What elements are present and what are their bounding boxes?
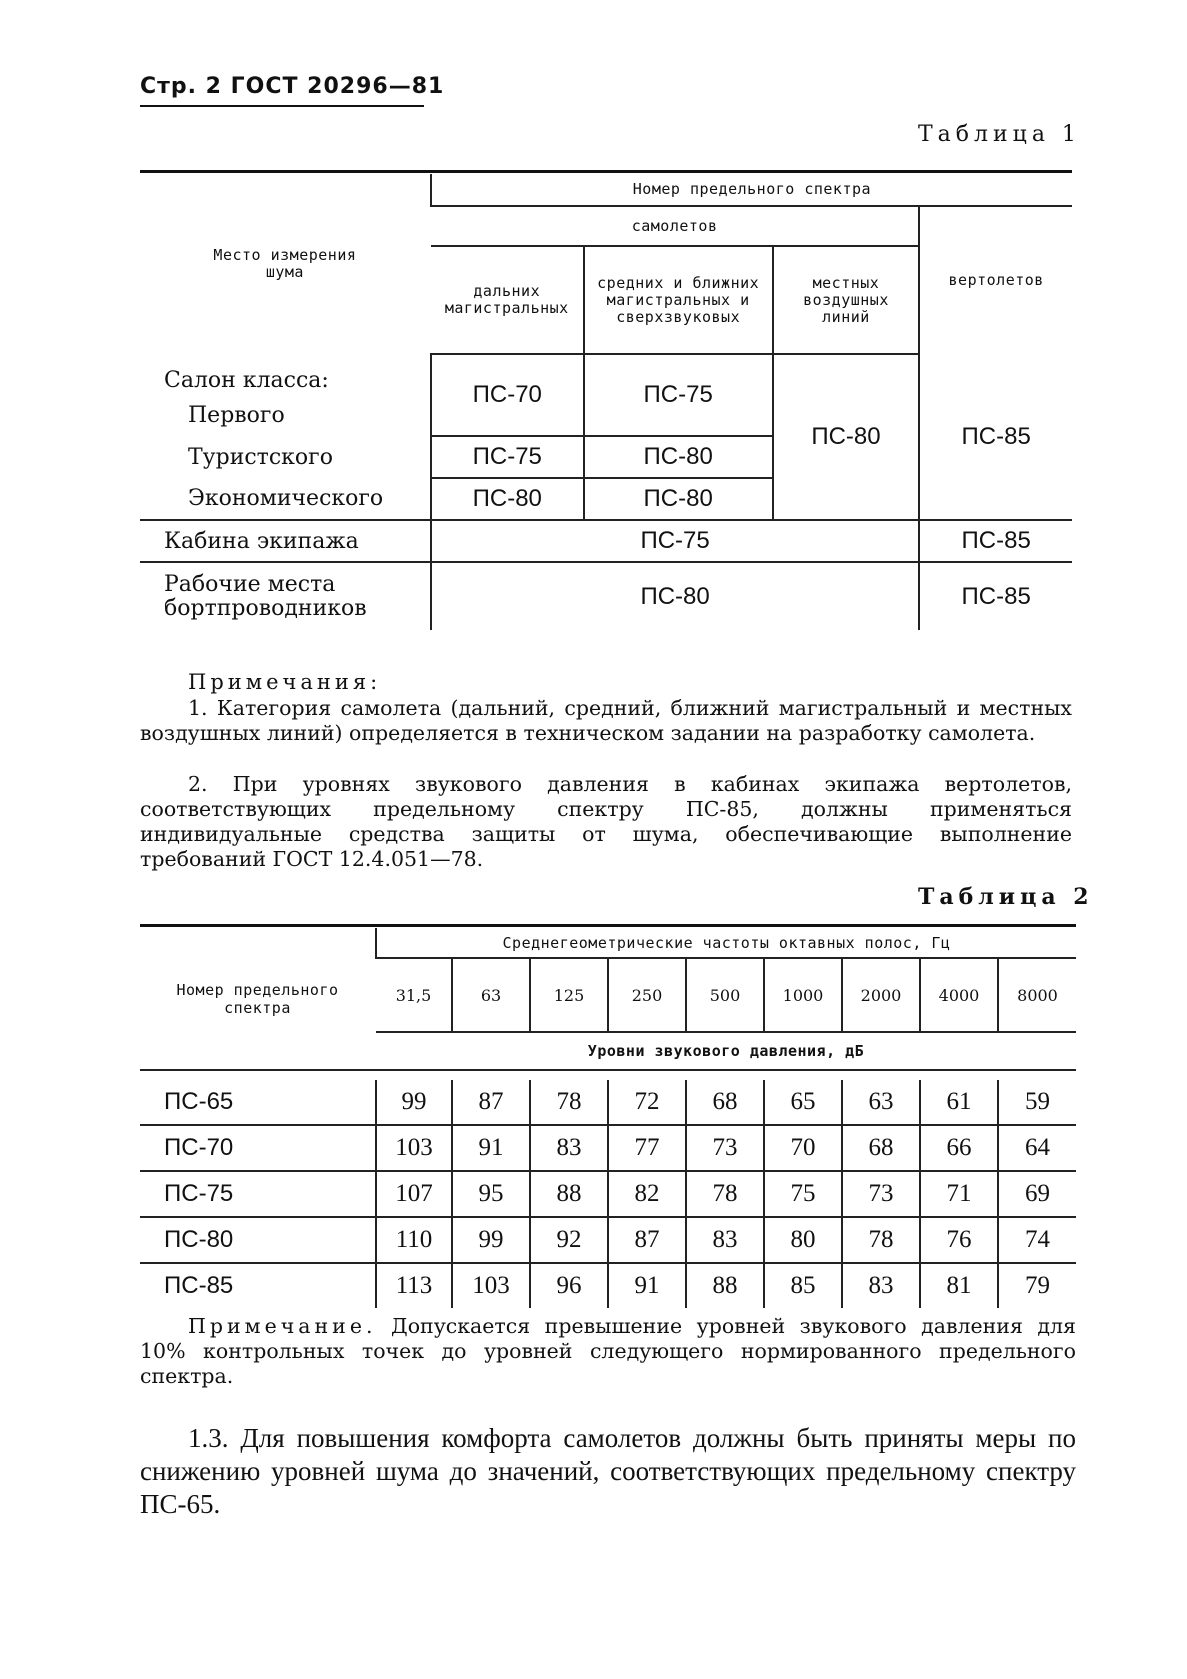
table1-col-place: Место измерения шума [213,246,357,281]
table2-freq: 8000 [998,958,1076,1032]
table2-cell: 66 [920,1125,998,1171]
table1-row-tourist: Туристского [188,444,333,470]
table1-tourist-long: ПС-75 [431,436,584,478]
table1-attendants-heli: ПС-85 [919,562,1072,630]
table1-row-first: Первого [188,402,285,428]
table1-top-rule [140,170,1072,173]
table2-cell: 65 [764,1080,842,1125]
table2-cell: 68 [842,1125,920,1171]
table2-cell: 107 [376,1171,452,1217]
table2-cell: 72 [608,1080,686,1125]
table2-cell: 87 [608,1217,686,1263]
table2-cell: 70 [764,1125,842,1171]
table2-cell: 61 [920,1080,998,1125]
notes1-item-1: 1. Категория самолета (дальний, средний, ближний магистральный и местных воздушных линий) определяется в техническом задании на разработку самолета. [140,696,1072,745]
clause-1-3: 1.3. Для повышения комфорта самолетов должны быть приняты меры по снижению уровней шума до значений, соответствующих предельному спектру ПС-65. [140,1423,1076,1519]
table2-cell: 59 [998,1080,1076,1125]
table2-cell: 69 [998,1171,1076,1217]
table2-row-label: ПС-70 [140,1125,376,1171]
table2-cell: 99 [376,1080,452,1125]
table2-cell: 74 [998,1217,1076,1263]
table2-cell: 73 [686,1125,764,1171]
note2-title: Примечание. [188,1314,377,1338]
notes1-title: Примечания: [188,670,382,694]
table1 [140,174,1072,630]
table1-subgroup-planes: самолетов [431,206,920,246]
table2-cell: 96 [530,1263,608,1308]
table2-cell: 113 [376,1263,452,1308]
table2-cell: 88 [530,1171,608,1217]
notes1-item-2: 2. При уровнях звукового давления в кабинах экипажа вертолетов, соответствующих предельному спектру ПС-85, должны применяться индивидуальные средства защиты от шума, обеспечивающие выполнение требований ГОСТ 12.4.051—78. [140,772,1072,871]
table1-tourist-medium: ПС-80 [584,436,773,478]
table1-cabin-planes: ПС-75 [431,520,920,562]
table2-cell: 103 [452,1263,530,1308]
table2-cell: 83 [686,1217,764,1263]
table2-cell: 64 [998,1125,1076,1171]
table1-salon-label: Салон класса: [164,368,329,393]
table2-cell: 110 [376,1217,452,1263]
table2-row-label: ПС-75 [140,1171,376,1217]
table2-freq: 500 [686,958,764,1032]
table1-group-header: Номер предельного спектра [431,174,1072,206]
table2-row-label: ПС-85 [164,1272,234,1299]
table2-cell: 78 [530,1080,608,1125]
table2-cell: 77 [608,1125,686,1171]
table2-freq: 125 [530,958,608,1032]
table2-cell: 68 [686,1080,764,1125]
table2 [140,928,1076,1308]
page-header: Стр. 2 ГОСТ 20296—81 [140,74,424,107]
table2-cell: 92 [530,1217,608,1263]
table2-level-header: Уровни звукового давления, дБ [376,1032,1076,1070]
table2-cell: 81 [920,1263,998,1308]
table2-cell: 75 [764,1171,842,1217]
table2-col-label: Номер предельного спектра [140,928,376,1070]
table2-freq: 1000 [764,958,842,1032]
table1-first-long: ПС-70 [431,354,584,436]
table2-cell: 83 [842,1263,920,1308]
table2-freq: 31,5 [376,958,452,1032]
table2-row-label: ПС-65 [140,1080,376,1125]
table1-salon-heli: ПС-85 [919,354,1072,520]
table1-row-attendants: Рабочие места бортпроводников [164,571,367,621]
table2-cell: 78 [686,1171,764,1217]
table2-cell: 82 [608,1171,686,1217]
table2-cell: 80 [764,1217,842,1263]
table2-cell: 95 [452,1171,530,1217]
table2-cell: 71 [920,1171,998,1217]
table1-col-medium: средних и ближних магистральных и сверхзвуковых [584,246,773,354]
table1-attendants-planes: ПС-80 [431,562,920,630]
table2-cell: 91 [608,1263,686,1308]
note2 [140,1314,1076,1389]
table2-freq: 2000 [842,958,920,1032]
table1-col-long: дальних магистральных [431,246,584,354]
table1-col-local: местных воздушных линий [773,246,920,354]
table2-cell: 63 [842,1080,920,1125]
table2-caption: Таблица 2 [918,884,1094,910]
table2-freq: 4000 [920,958,998,1032]
table2-cell: 85 [764,1263,842,1308]
table2-cell: 103 [376,1125,452,1171]
table2-cell: 83 [530,1125,608,1171]
table2-cell: 76 [920,1217,998,1263]
table2-freq: 63 [452,958,530,1032]
table1-col-heli: вертолетов [919,206,1072,354]
note2-text: Допускается превышение уровней звукового давления для 10% контрольных точек до уровней следующего нормированного предельного спектра. [140,1314,1076,1388]
table1-economy-long: ПС-80 [431,478,584,520]
table1-row-cabin: Кабина экипажа [140,520,431,562]
table2-cell: 79 [998,1263,1076,1308]
table2-cell: 78 [842,1217,920,1263]
table1-first-medium: ПС-75 [584,354,773,436]
table2-freq: 250 [608,958,686,1032]
table2-row-label: ПС-80 [140,1217,376,1263]
table2-cell: 91 [452,1125,530,1171]
table2-cell: 88 [686,1263,764,1308]
table2-cell: 99 [452,1217,530,1263]
table2-freq-header: Среднегеометрические частоты октавных полос, Гц [376,928,1076,958]
table2-cell: 87 [452,1080,530,1125]
table1-row-economy: Экономического [140,478,431,520]
table1-salon-local: ПС-80 [773,354,920,520]
table1-cabin-heli: ПС-85 [919,520,1072,562]
table2-top-rule [140,924,1076,927]
table1-caption: Таблица 1 [918,122,1081,147]
table2-cell: 73 [842,1171,920,1217]
table1-economy-medium: ПС-80 [584,478,773,520]
